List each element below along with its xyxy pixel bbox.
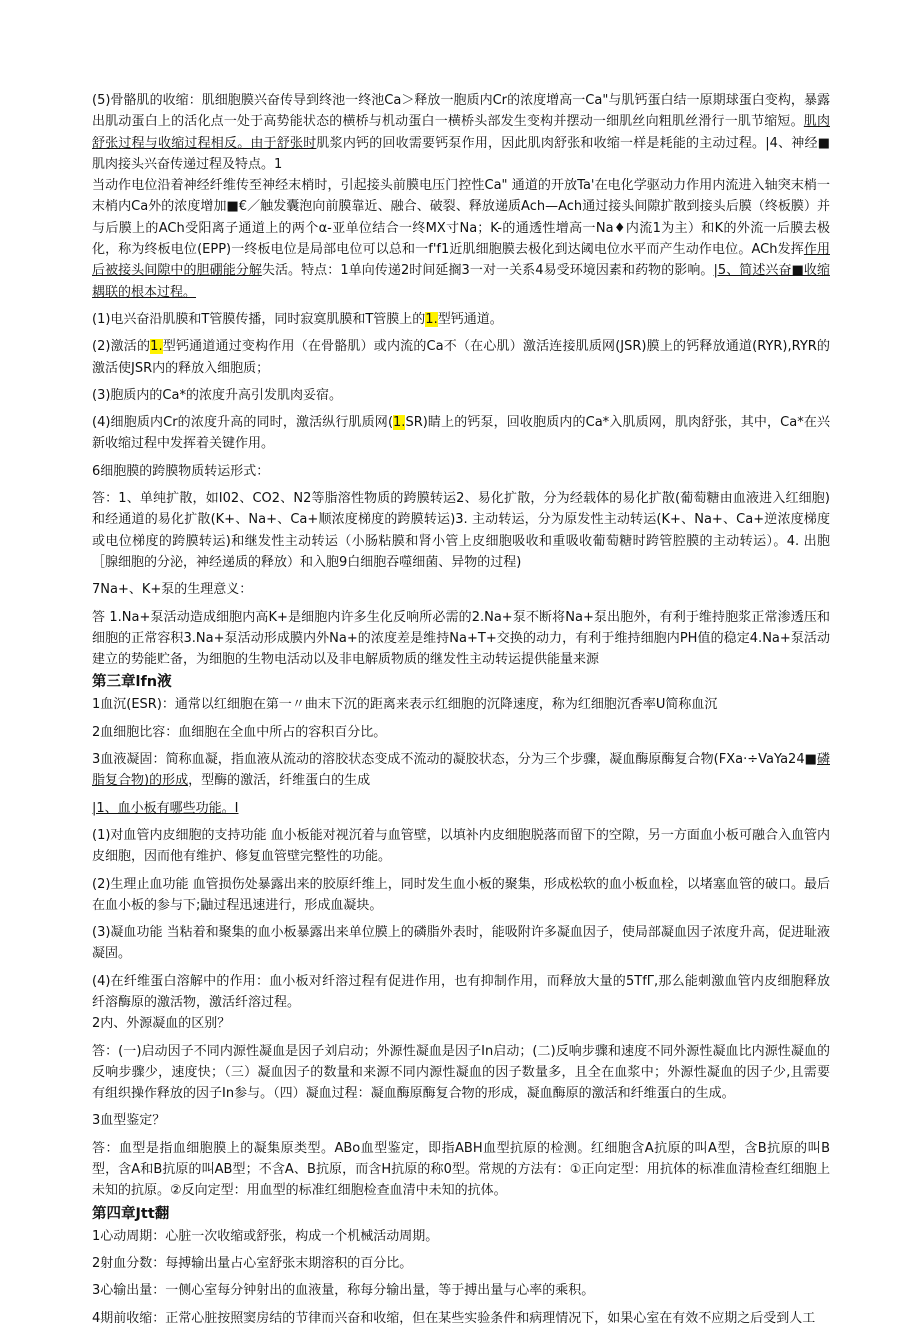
platelet-item-1: (1)对血管内皮细胞的支持功能 血小板能对视沉着与血管壁，以填补内皮细胞脱落而留下的空隙，另一方面血小板可融合入血管内皮细胞，因而他有维护、修复血管壁完整性的功能。: [92, 827, 830, 865]
para-text: 失活。特点：1单向传递2时间延搁3一对一关系4易受环境因素和药物的影响。: [261, 263, 714, 279]
para-text: (5)骨骼肌的收缩：肌细胞膜兴奋传导到终池一终池Ca＞释放一胞质内Cr的浓度增高一Ca"与肌钙蛋白结一原期球蛋白变构，暴露出肌动蛋白上的活化点一处于高势能状态的横桥与机动蛋白一横桥头部发生变构并摆动一细肌丝向粗肌丝滑行一肌节缩短。: [92, 93, 830, 130]
answer-7: 答 1.Na+泵活动造成细胞内高K+是细胞内许多生化反响所必需的2.Na+泵不断将Na+泵出胞外，有利于维持胞浆正常渗透压和细胞的正常容积3.Na+泵活动形成膜内外Na+的浓度差是维持Na+T+交换的动力，有利于维持细胞内PH值的稳定4.Na+泵活动建立的势能贮备，为细胞的生物电活动以及非电解质物质的继发性主动转运提供能量来源: [92, 609, 830, 668]
question-platelet: |1、血小板有哪些功能。I: [92, 800, 239, 816]
list-item-ec-4: (4)细胞质内Cr的浓度升高的同时，激活纵行肌质网(1.SR)睛上的钙泵，回收胞质内的Ca*入肌质网，肌肉舒张，其中，Ca*在兴新收缩过程中发挥着关键作用。: [92, 415, 830, 452]
document-page: [92, 90, 830, 1329]
heart-item-4: 4期前收缩：正常心脏按照窦房结的节律而兴奋和收缩，但在某些实验条件和病理情况下，如果心室在有效不应期之后受到人工: [92, 1310, 816, 1326]
para-skeletal-contraction: [92, 90, 830, 175]
highlight-mark: 1.: [425, 311, 438, 327]
highlight-mark: 1.: [150, 339, 163, 355]
heart-item-1: 1心动周期：心脏一次收缩或舒张，构成一个机械活动周期。: [92, 1228, 439, 1244]
question-6: 6细胞膜的跨膜物质转运形式：: [92, 463, 270, 479]
underlined-text: 肌肉舒张过程与收缩过程相反。由于舒张时: [92, 114, 830, 151]
list-item-ec-3: (3)胞质内的Ca*的浓度升高引发肌肉妥宿。: [92, 387, 342, 403]
question-7: 7Na+、K+泵的生理意义：: [92, 582, 253, 598]
platelet-item-2: (2)生理止血功能 血管损伤处暴露出来的胶原纤维上，同时发生血小板的聚集，形成松软的血小板血栓，以堵塞血管的破口。最后在血小板的参与下;鼬过程迅速进行，形成血凝块。: [92, 876, 830, 913]
list-item-ec-1: (1)电兴奋沿肌膜和T管膜传播，同时寂寞肌膜和T管膜上的1.型钙通道。: [92, 311, 503, 327]
chapter-3-heading: 第三章lfn液: [92, 674, 172, 691]
answer-6: 答：1、单纯扩散，如I02、CO2、N2等脂溶性物质的跨膜转运2、易化扩散，分为经载体的易化扩散(葡萄糖由血液进入红细胞)和经通道的易化扩散(K+、Na+、Ca+顺浓度梯度的跨膜转运)3. 主动转运，分为原发性主动转运(K+、Na+、Ca+逆浓度梯度或电位梯度的跨膜转运)和继发性主动转运（小肠粘膜和肾小管上皮细胞吸收和重吸收葡萄糖时跨管腔膜的主动转运）。4. 出胞［腺细胞的分泌，神经递质的释放）和入胞9白细胞吞噬细菌、异物的过程): [92, 491, 830, 570]
answer-blood-type: 答：血型是指血细胞膜上的凝集原类型。ABo血型鉴定，即指ABH血型抗原的检测。红细胞含A抗原的叫A型，含B抗原的叫B型，含A和B抗原的叫AB型；不含A、B抗原，而含H抗原的称0型。常规的方法有：①正向定型：用抗体的标准血清检查红细胞上未知的抗原。②反向定型：用血型的标准红细胞检查血清中未知的抗体。: [92, 1140, 830, 1199]
question-heading: |4、神经■肌肉接头兴奋传递过程及特点。1: [92, 135, 830, 172]
blood-item-1: 1血沉(ESR)：通常以红细胞在第一〃曲末下沉的距离来表示红细胞的沉降速度，称为红细胞沉香率U简称血沉: [92, 697, 718, 713]
platelet-item-3: (3)凝血功能 当粘着和聚集的血小板暴露出来单位膜上的磷脂外表时，能吸附许多凝血因子，使局部凝血因子浓度升高，促进耻液凝固。: [92, 925, 830, 962]
question-coagulation: 2内、外源凝血的区别？: [92, 1016, 231, 1032]
para-neuromuscular: [92, 175, 830, 303]
heart-item-3: 3心输出量：一侧心室每分钟射出的血液量，称每分输出量，等于搏出量与心率的乘积。: [92, 1283, 595, 1299]
blood-item-2: 2血细胞比容：血细胞在全血中所占的容积百分比。: [92, 724, 387, 740]
question-blood-type: 3血型鉴定？: [92, 1113, 166, 1129]
para-text: 当动作电位沿着神经纤维传至神经末梢时，引起接头前膜电压门控性Ca" 通道的开放Ta'在电化学驱动力作用内流进入轴突末梢一末梢内Ca外的浓度增加■€／触发囊泡向前膜靠近、融合、破裂、释放递质Ach—Ach通过接头间隙扩散到接头后膜（终板膜）并与后膜上的ACh受阳离子通道上的两个α-亚单位结合一终MX寸Na；K-的通透性增高一Na♦内流1为主）和K的外流一后膜去极化，称为终板电位(EPP)一终板电位是局部电位可以总和一f'f1近肌细胞膜去极化到达阈电位水平而产生动作电位。ACh发挥: [92, 178, 830, 258]
para-text: 肌浆内钙的回收需要钙泵作用，因此肌肉舒张和收缩一样是耗能的主动过程。: [316, 135, 766, 151]
chapter-4-heading: 第四章Jtt翻: [92, 1205, 170, 1222]
heart-item-2: 2射血分数：每搏输出量占心室舒张末期溶积的百分比。: [92, 1255, 413, 1271]
question-heading: |5、简述兴奋■收缩耦联的根本过程。: [92, 263, 830, 300]
answer-coagulation: 答：(一)启动因子不同内源性凝血是因子刘启动；外源性凝血是因子In启动；(二)反响步骤和速度不同外源性凝血比内源性凝血的反响步骤少，速度快；（三）凝血因子的数量和来源不同内源性凝血的因子数量多，且全在血浆中；外源性凝血的因子少,且需要有组织操作释放的因子In参与。（四）凝血过程：凝血酶原酶复合物的形成，凝血酶原的激活和纤维蛋白的生成。: [92, 1043, 830, 1102]
underlined-text: 磷脂复合物)的形成: [92, 752, 830, 789]
list-item-ec-2: (2)激活的1.型钙通道通过变构作用（在骨骼肌）或内流的Ca不（在心肌）激活连接肌质网(JSR)膜上的钙释放通道(RYR),RYR的激活使JSR内的释放入细胞质；: [92, 339, 830, 376]
platelet-item-4: (4)在纤维蛋白溶解中的作用：血小板对纤溶过程有促进作用，也有抑制作用，而释放大量的5TfΓ,那么能刺激血管内皮细胞释放纤溶酶原的激活物，激活纤溶过程。: [92, 973, 830, 1010]
underlined-text: 作用后被接头间隙中的胆硼能分解: [92, 242, 830, 279]
highlight-mark: 1.: [393, 415, 406, 431]
blood-item-3: 3血液凝固：简称血凝，指血液从流动的溶胶状态变成不流动的凝胶状态，分为三个步骤，凝血酶原酶复合物(FXa·÷VaYa24■磷脂复合物)的形成，型酶的激活，纤维蛋白的生成: [92, 752, 830, 789]
